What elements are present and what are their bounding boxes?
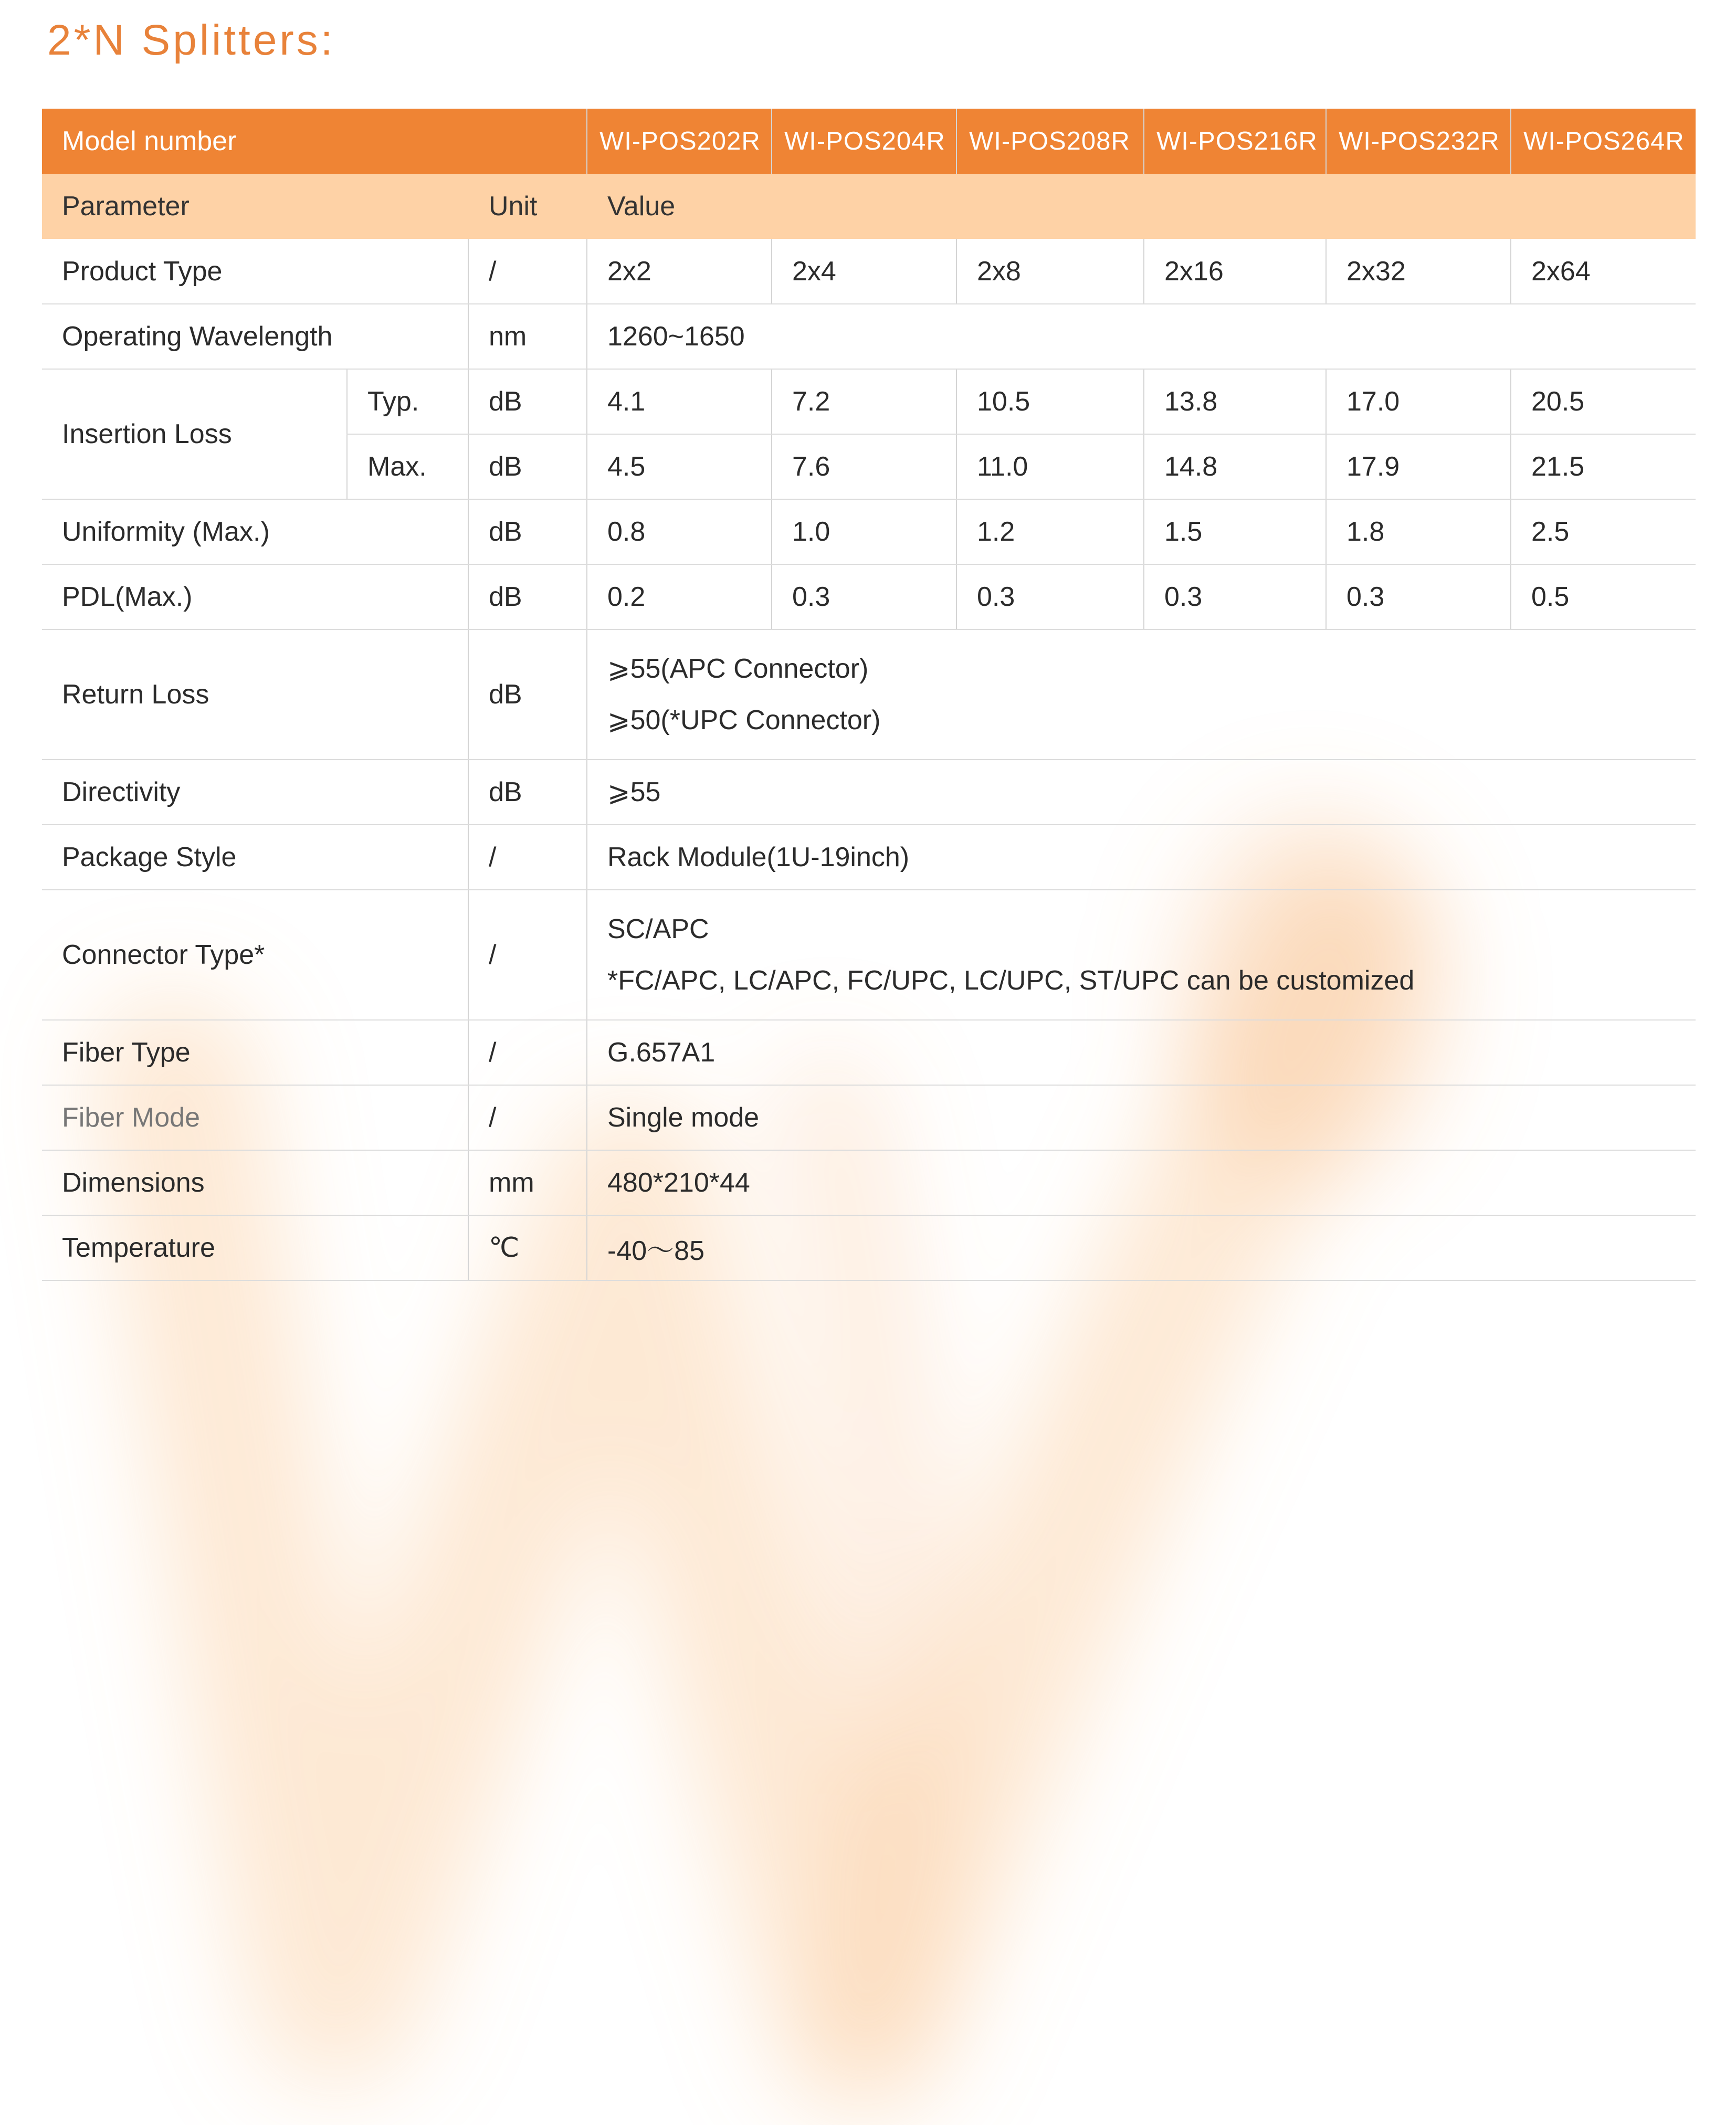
row-label: Connector Type* — [42, 890, 468, 1020]
row-unit: dB — [468, 369, 587, 434]
row-label: Uniformity (Max.) — [42, 499, 468, 564]
value-cell: 0.3 — [956, 564, 1144, 629]
spec-table — [42, 109, 1696, 1281]
value-cell: 2x64 — [1511, 239, 1696, 304]
row-unit: / — [468, 1085, 587, 1150]
value-cell: 0.3 — [1144, 564, 1326, 629]
model-cell: WI-POS204R — [772, 109, 956, 174]
value-header: Value — [587, 174, 1696, 239]
row-unit: dB — [468, 760, 587, 825]
row-label: Fiber Mode — [42, 1085, 468, 1150]
row-label: Insertion Loss — [42, 369, 347, 499]
value-cell — [587, 629, 1696, 760]
parameter-header: Parameter — [42, 174, 468, 239]
value-cell: 0.2 — [587, 564, 772, 629]
model-cell: WI-POS202R — [587, 109, 772, 174]
row-unit: nm — [468, 304, 587, 369]
value-line: *FC/APC, LC/APC, FC/UPC, LC/UPC, ST/UPC can be customized — [607, 965, 1415, 996]
value-cell: 2x4 — [772, 239, 956, 304]
row-unit: dB — [468, 434, 587, 499]
value-cell: 1.2 — [956, 499, 1144, 564]
value-cell: 17.9 — [1326, 434, 1511, 499]
value-cell: 480*210*44 — [587, 1150, 1696, 1215]
value-cell: G.657A1 — [587, 1020, 1696, 1085]
connector-type-row — [42, 890, 1696, 1020]
value-cell: 2x2 — [587, 239, 772, 304]
row-label: Fiber Type — [42, 1020, 468, 1085]
model-cell: WI-POS216R — [1144, 109, 1326, 174]
row-label: PDL(Max.) — [42, 564, 468, 629]
row-label: Product Type — [42, 239, 468, 304]
directivity-row — [42, 760, 1696, 825]
value-cell: 7.2 — [772, 369, 956, 434]
model-cell: WI-POS208R — [956, 109, 1144, 174]
sub-label: Max. — [347, 434, 468, 499]
row-label: Temperature — [42, 1215, 468, 1280]
return-loss-row — [42, 629, 1696, 760]
value-cell: 2x8 — [956, 239, 1144, 304]
fiber-type-row — [42, 1020, 1696, 1085]
value-cell: Single mode — [587, 1085, 1696, 1150]
value-cell: 7.6 — [772, 434, 956, 499]
value-cell: 10.5 — [956, 369, 1144, 434]
value-cell: 13.8 — [1144, 369, 1326, 434]
value-cell: 1.5 — [1144, 499, 1326, 564]
model-number-label: Model number — [42, 109, 587, 174]
value-cell: 1260~1650 — [587, 304, 1696, 369]
row-label: Dimensions — [42, 1150, 468, 1215]
parameter-header-row — [42, 174, 1696, 239]
fiber-mode-row — [42, 1085, 1696, 1150]
value-cell: 2x16 — [1144, 239, 1326, 304]
value-cell: 4.5 — [587, 434, 772, 499]
row-unit: dB — [468, 499, 587, 564]
package-style-row — [42, 825, 1696, 890]
value-cell: 2x32 — [1326, 239, 1511, 304]
row-unit: / — [468, 1020, 587, 1085]
uniformity-row — [42, 499, 1696, 564]
value-cell: Rack Module(1U-19inch) — [587, 825, 1696, 890]
product-type-row — [42, 239, 1696, 304]
row-unit: / — [468, 239, 587, 304]
row-unit: dB — [468, 564, 587, 629]
model-cell: WI-POS264R — [1511, 109, 1696, 174]
row-label: Directivity — [42, 760, 468, 825]
value-cell: 1.0 — [772, 499, 956, 564]
row-label: Operating Wavelength — [42, 304, 468, 369]
value-cell: 4.1 — [587, 369, 772, 434]
value-cell: 1.8 — [1326, 499, 1511, 564]
value-cell: 17.0 — [1326, 369, 1511, 434]
row-unit: dB — [468, 629, 587, 760]
value-cell: 20.5 — [1511, 369, 1696, 434]
page-title: 2*N Splitters: — [47, 16, 335, 64]
operating-wavelength-row — [42, 304, 1696, 369]
value-cell: 21.5 — [1511, 434, 1696, 499]
row-label: Package Style — [42, 825, 468, 890]
row-unit: / — [468, 825, 587, 890]
model-cell: WI-POS232R — [1326, 109, 1511, 174]
value-line: ⩾50(*UPC Connector) — [607, 705, 881, 735]
row-unit: / — [468, 890, 587, 1020]
insertion-loss-typ-row — [42, 369, 1696, 434]
value-line: SC/APC — [607, 914, 709, 944]
row-unit: ℃ — [468, 1215, 587, 1280]
dimensions-row — [42, 1150, 1696, 1215]
value-cell: 14.8 — [1144, 434, 1326, 499]
unit-header: Unit — [468, 174, 587, 239]
value-cell: 11.0 — [956, 434, 1144, 499]
temperature-row — [42, 1215, 1696, 1280]
sub-label: Typ. — [347, 369, 468, 434]
value-cell: 0.3 — [772, 564, 956, 629]
value-cell: ⩾55 — [587, 760, 1696, 825]
row-label: Return Loss — [42, 629, 468, 760]
pdl-row — [42, 564, 1696, 629]
value-cell: -40～85 — [587, 1215, 1696, 1280]
model-number-row — [42, 109, 1696, 174]
value-cell: 0.3 — [1326, 564, 1511, 629]
value-cell: 0.5 — [1511, 564, 1696, 629]
value-cell: 2.5 — [1511, 499, 1696, 564]
value-cell — [587, 890, 1696, 1020]
value-cell: 0.8 — [587, 499, 772, 564]
row-unit: mm — [468, 1150, 587, 1215]
value-line: ⩾55(APC Connector) — [607, 654, 869, 684]
